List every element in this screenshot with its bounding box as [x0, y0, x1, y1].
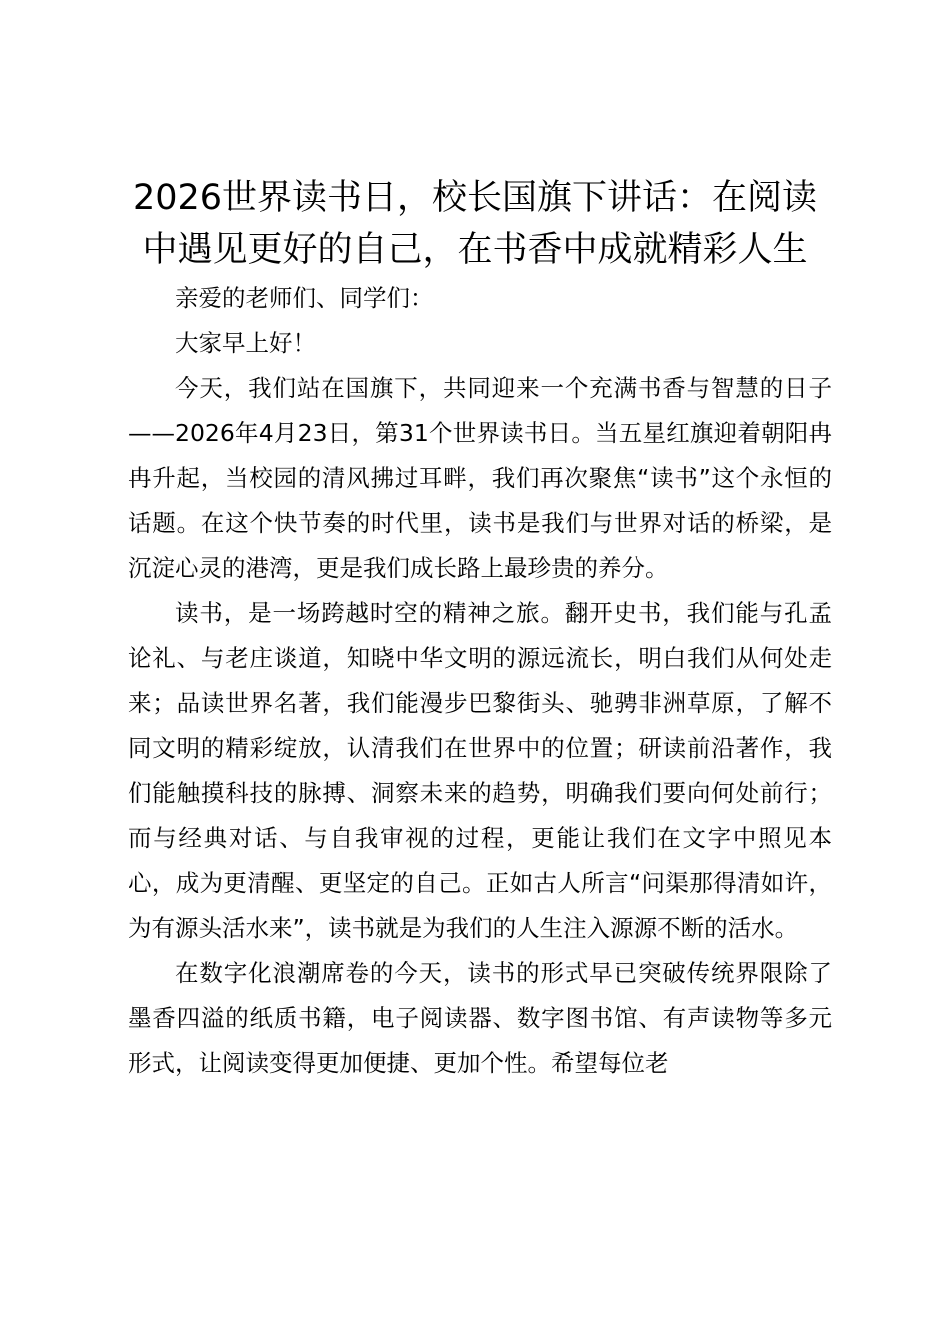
document-title: 2026世界读书日，校长国旗下讲话：在阅读中遇见更好的自己，在书香中成就精彩人生 — [132, 178, 818, 270]
paragraph-salutation: 亲爱的老师们、同学们： — [175, 284, 434, 312]
document-body — [128, 276, 832, 1086]
paragraph-greeting: 大家早上好！ — [175, 329, 316, 357]
paragraph-reading-journey: 读书，是一场跨越时空的精神之旅。翻开史书，我们能与孔孟论礼、与老庄谈道，知晓中华文明的源远流长，明白我们从何处走来；品读世界名著，我们能漫步巴黎街头、驰骋非洲草原，了解不同文明的精彩绽放，认清我们在世界中的位置；研读前沿著作，我们能触摸科技的脉搏、洞察未来的趋势，明确我们要向何处前行；而与经典对话、与自我审视的过程，更能让我们在文字中照见本心，成为更清醒、更坚定的自己。正如古人所言“问渠那得清如许，为有源头活水来”，读书就是为我们的人生注入源源不断的活水。 — [128, 599, 832, 942]
paragraph-digital-reading: 在数字化浪潮席卷的今天，读书的形式早已突破传统界限除了墨香四溢的纸质书籍，电子阅读器、数字图书馆、有声读物等多元形式，让阅读变得更加便捷、更加个性。希望每位老 — [128, 959, 832, 1077]
paragraph-opening: 今天，我们站在国旗下，共同迎来一个充满书香与智慧的日子——2026年4月23日，第31个世界读书日。当五星红旗迎着朝阳冉冉升起，当校园的清风拂过耳畔，我们再次聚焦“读书”这个永恒的话题。在这个快节奏的时代里，读书是我们与世界对话的桥梁，是沉淀心灵的港湾，更是我们成长路上最珍贵的养分。 — [128, 374, 832, 582]
